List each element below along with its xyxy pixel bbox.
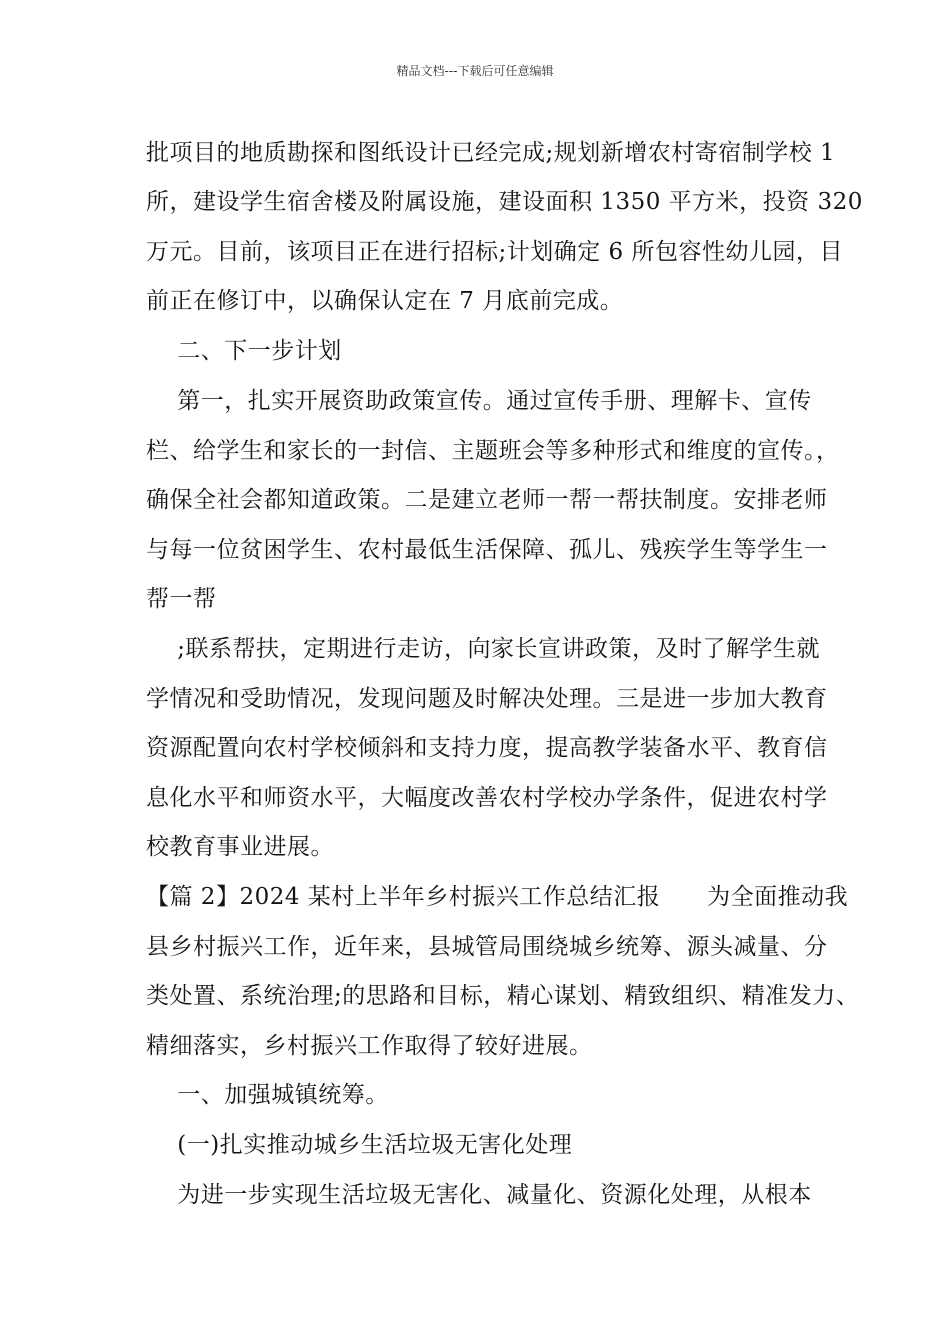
text-line: 第一，扎实开展资助政策宣传。通过宣传手册、理解卡、宣传 (146, 388, 812, 414)
text-line: 栏、给学生和家长的一封信、主题班会等多种形式和维度的宣传。， (146, 438, 840, 464)
text-line: 万元。目前，该项目正在进行招标;计划确定 6 所包容性幼儿园，目 (146, 239, 844, 265)
text-line: 帮一帮 (146, 586, 217, 612)
text-line: 息化水平和师资水平，大幅度改善农村学校办学条件，促进农村学 (146, 785, 828, 811)
page-header: 精品文档---下载后可任意编辑 (396, 64, 554, 78)
article-title-line: 【篇 2】2024 某村上半年乡村振兴工作总结汇报 为全面推动我 (146, 884, 849, 910)
text-line: 所，建设学生宿舍楼及附属设施，建设面积 1350 平方米，投资 320 (146, 189, 863, 215)
text-line: 与每一位贫困学生、农村最低生活保障、孤儿、残疾学生等学生一 (146, 537, 828, 563)
text-line: 批项目的地质勘探和图纸设计已经完成;规划新增农村寄宿制学校 1 (146, 140, 836, 166)
text-line: 类处置、系统治理;的思路和目标，精心谋划、精致组织、精准发力、 (146, 983, 860, 1009)
subsection-heading: (一)扎实推动城乡生活垃圾无害化处理 (146, 1132, 573, 1158)
text-line: 精细落实，乡村振兴工作取得了较好进展。 (146, 1033, 593, 1059)
text-line: 校教育事业进展。 (146, 834, 334, 860)
text-line: 前正在修订中，以确保认定在 7 月底前完成。 (146, 288, 624, 314)
section-heading: 一、加强城镇统筹。 (146, 1082, 389, 1108)
text-line: 学情况和受助情况，发现问题及时解决处理。三是进一步加大教育 (146, 686, 828, 712)
text-line: ;联系帮扶，定期进行走访，向家长宣讲政策，及时了解学生就 (146, 636, 820, 662)
text-line: 确保全社会都知道政策。二是建立老师一帮一帮扶制度。安排老师 (146, 487, 828, 513)
text-line: 为进一步实现生活垃圾无害化、减量化、资源化处理，从根本 (146, 1182, 812, 1208)
text-line: 县乡村振兴工作，近年来，县城管局围绕城乡统筹、源头减量、分 (146, 934, 828, 960)
section-heading: 二、下一步计划 (146, 338, 342, 364)
text-line: 资源配置向农村学校倾斜和支持力度，提高教学装备水平、教育信 (146, 735, 828, 761)
